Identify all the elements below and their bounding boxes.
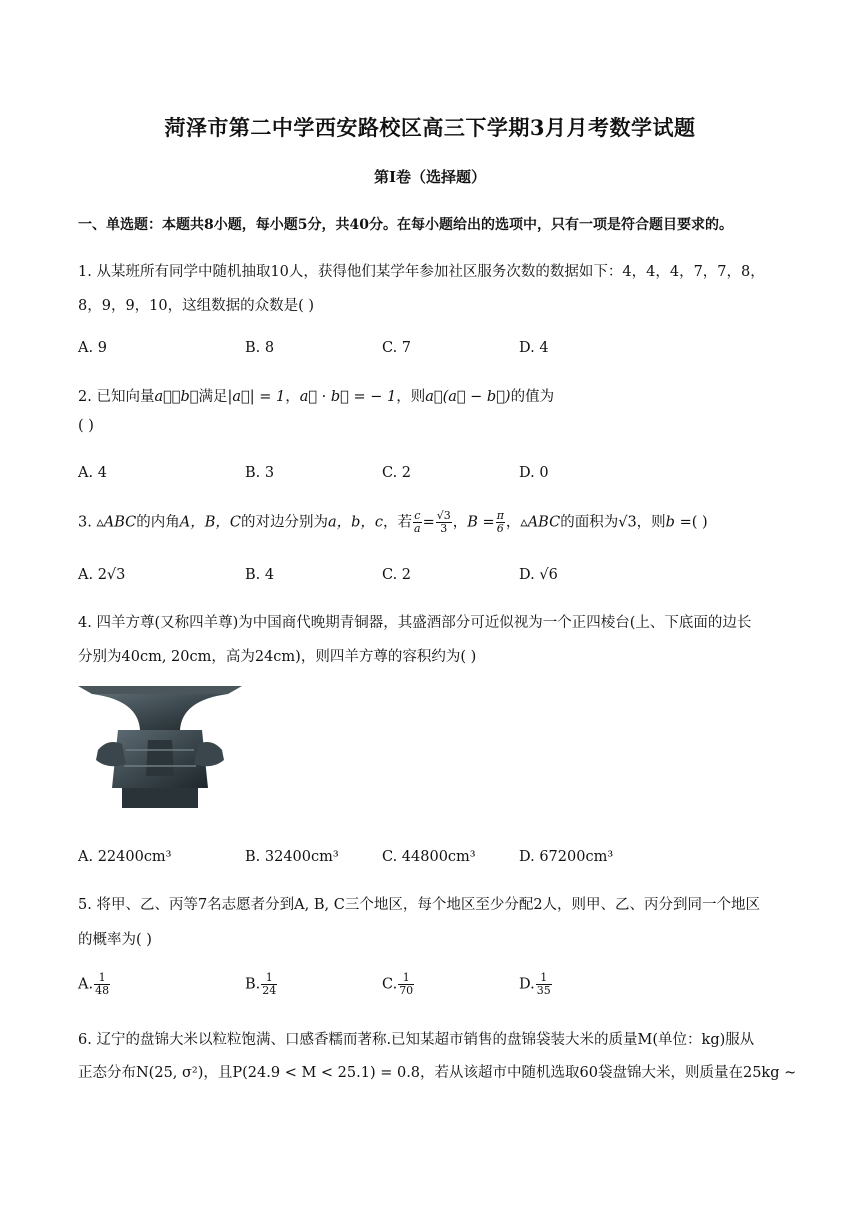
q2-vectors: a⃗，b⃗ (154, 389, 199, 405)
q3-fraction-sqrt3-over-3: $\frac{√3}{3}$ (436, 509, 451, 535)
q3-fraction-pi-over-6: $\frac{\pi}{6}$ (496, 509, 504, 535)
q3-option-d: D. √6 (519, 567, 558, 583)
q2-option-a: A. 4 (78, 465, 107, 481)
exam-title: 菏泽市第二中学西安路校区高三下学期3月月考数学试题 (164, 115, 696, 140)
q3-triangle: ▵ABC (96, 514, 137, 531)
q1-option-a: A. 9 (78, 340, 107, 356)
q2-cond1: |a⃗| = 1 (227, 389, 286, 405)
q6-line1: 6. 辽宁的盘锦大米以粒粒饱满、口感香糯而著称.已知某超市销售的盘锦袋装大米的质量M(单位：kg)服从 (78, 1032, 755, 1048)
q5-option-b: B. $\frac{1}{24}$ (245, 971, 277, 997)
volume-heading: 第I卷（选择题） (373, 168, 487, 186)
q1-option-d: D. 4 (519, 340, 549, 356)
q2-stem: 2. 已知向量a⃗，b⃗满足|a⃗| = 1，a⃗ · b⃗ = − 1，则a⃗(a⃗ − b⃗)的值为 (78, 389, 555, 405)
q4-option-a: A. 22400cm³ (78, 849, 172, 865)
q3-sides: a，b，c (327, 514, 384, 531)
q4-option-d: D. 67200cm³ (519, 849, 614, 865)
q3-option-b: B. 4 (245, 567, 275, 583)
q3-option-a: A. 2√3 (78, 567, 126, 583)
q4-line1: 4. 四羊方尊(又称四羊尊)为中国商代晚期青铜器，其盛酒部分可近似视为一个正四棱台(上、下底面的边长 (78, 615, 752, 631)
q4-option-c: C. 44800cm³ (382, 849, 476, 865)
q6-line2: 正态分布N(25, σ²)，且P(24.9 < M < 25.1) = 0.8，若从该超市中随机选取60袋盘锦大米，则质量在25kg ~ (78, 1065, 797, 1081)
q2-option-d: D. 0 (519, 465, 549, 481)
q2-cond2: a⃗ · b⃗ = − 1 (299, 389, 397, 405)
q4-line2: 分别为40cm, 20cm，高为24cm)，则四羊方尊的容积约为( ) (78, 649, 477, 665)
q3-area: √3 (618, 514, 637, 531)
q2-mid2: ，则 (396, 389, 426, 405)
q2-option-c: C. 2 (382, 465, 412, 481)
q2-mid1: 满足 (198, 389, 228, 405)
q5-option-d: D. $\frac{1}{35}$ (519, 971, 551, 997)
q2-expr: a⃗(a⃗ − b⃗) (425, 389, 511, 405)
q5-option-c: C. $\frac{1}{70}$ (382, 971, 414, 997)
q5-line2: 的概率为( ) (78, 932, 152, 948)
q5-line1: 5. 将甲、乙、丙等7名志愿者分到A, B, C三个地区，每个地区至少分配2人，则甲、乙、丙分到同一个地区 (78, 897, 761, 913)
q3-stem: 3. ▵ABC的内角A，B，C的对边分别为a，b，c，若 $\frac{c}{a}$ = $\frac{√3}{3}$ ，B = $\frac{\pi}{6}$ ，▵ABC的面积为√3，则b =( ) (78, 509, 708, 535)
q3-angles: A，B，C (179, 514, 241, 531)
q1-line2: 8，9，9，10，这组数据的众数是( ) (78, 298, 315, 314)
q2-option-b: B. 3 (245, 465, 275, 481)
q2-suffix: 的值为 (510, 389, 555, 405)
q4-option-b: B. 32400cm³ (245, 849, 339, 865)
section-heading: 一、单选题：本题共8小题，每小题5分，共40分。在每小题给出的选项中，只有一项是符合题目要求的。 (78, 217, 733, 233)
q5-option-a: A. $\frac{1}{48}$ (78, 971, 110, 997)
q2-paren: ( ) (78, 418, 94, 434)
bronze-vessel-image (78, 680, 242, 812)
q3-fraction-c-over-a: $\frac{c}{a}$ (414, 509, 421, 535)
q1-line1: 1. 从某班所有同学中随机抽取10人，获得他们某学年参加社区服务次数的数据如下：4，4，4，7，7，8， (78, 264, 765, 280)
q2-prefix: 2. 已知向量 (78, 389, 155, 405)
q1-option-b: B. 8 (245, 340, 275, 356)
q3-option-c: C. 2 (382, 567, 412, 583)
q1-option-c: C. 7 (382, 340, 412, 356)
